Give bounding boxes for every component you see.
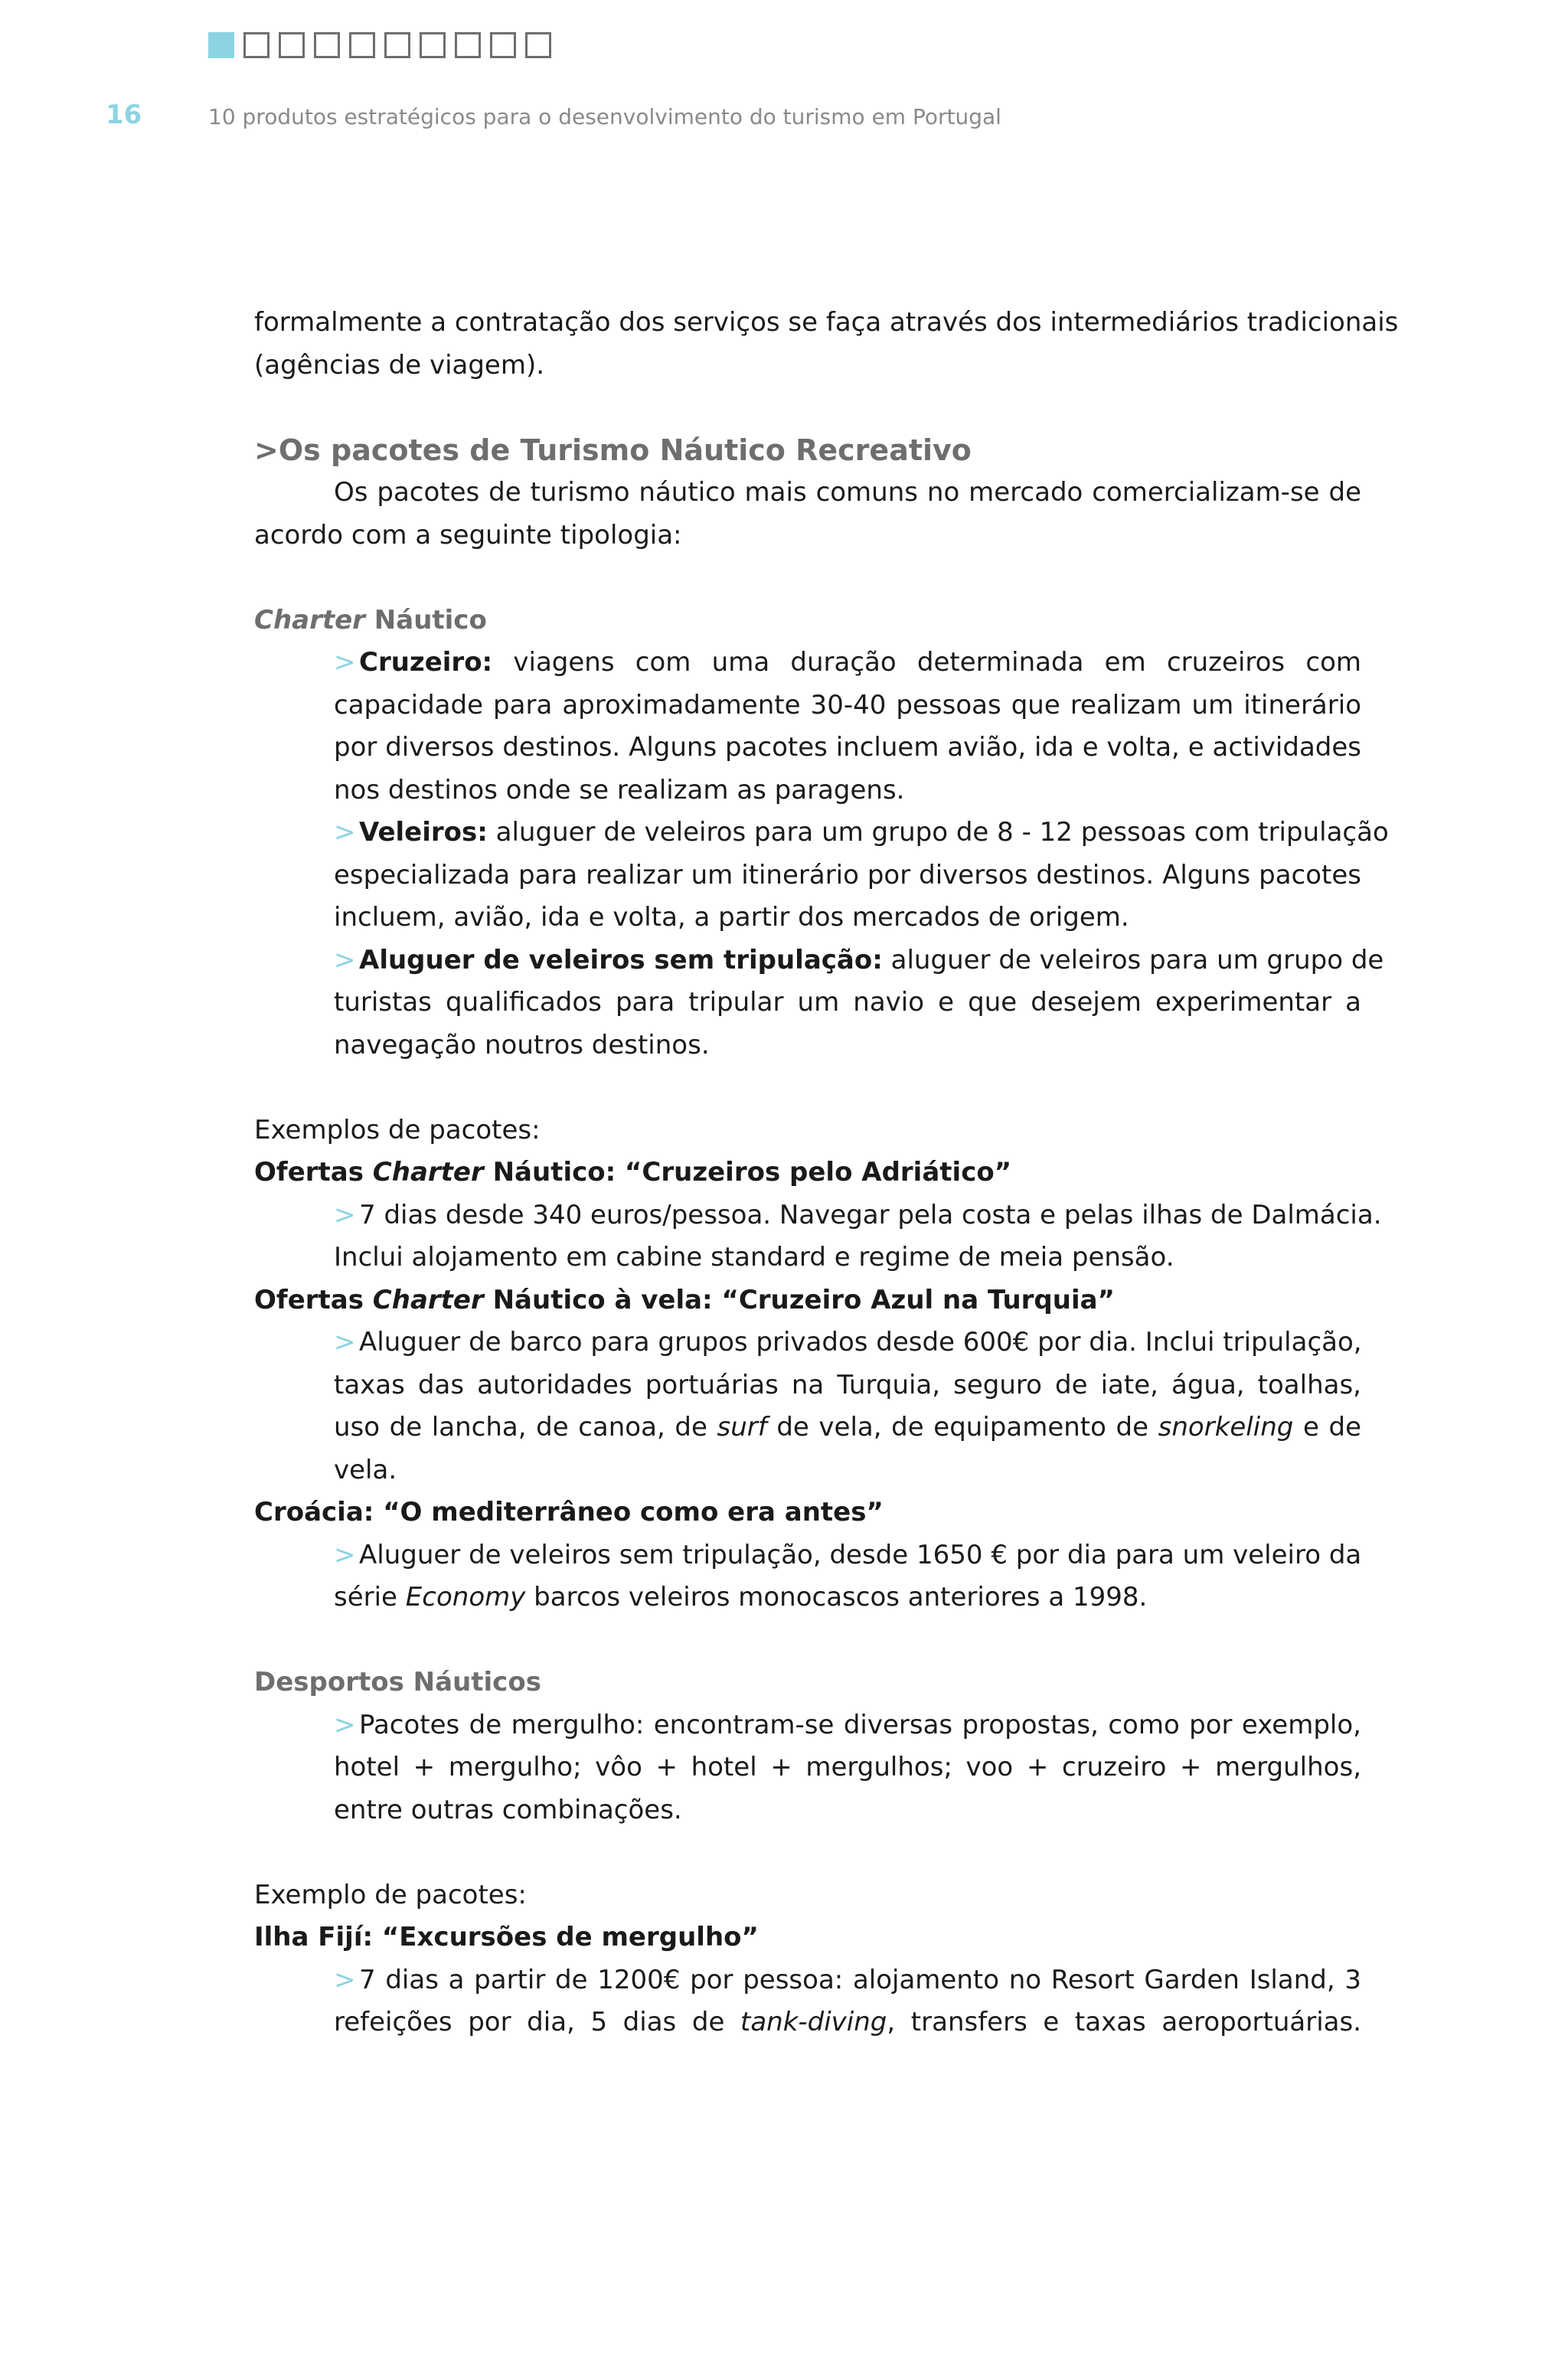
arrow-bullet-icon: > [334, 1539, 356, 1570]
arrow-bullet-icon: > [334, 1199, 356, 1230]
list-item: > Pacotes de mergulho: encontram-se diversas propostas, como por exemplo, hotel + mergulho; vôo + hotel + mergulhos; voo + cruzeiro + mergulhos, entre outras combinações. [254, 1704, 1361, 1832]
offer-title: Ofertas Charter Náutico: “Cruzeiros pelo Adriático” [254, 1157, 1012, 1188]
progress-square [420, 32, 446, 58]
subheading-charter: Charter Náutico [254, 604, 487, 635]
progress-square [314, 32, 340, 58]
section-title: >Os pacotes de Turismo Náutico Recreativo [254, 433, 972, 467]
subheading-desportos: Desportos Náuticos [254, 1667, 541, 1697]
body-text: (agências de viagem). [254, 349, 545, 381]
arrow-bullet-icon: > [334, 817, 356, 848]
progress-square [490, 32, 516, 58]
arrow-bullet-icon: > [334, 647, 356, 678]
progress-square [208, 32, 234, 58]
list-item-line: uso de lancha, de canoa, de surf de vela, de equipamento de snorkeling e de [334, 1412, 1361, 1442]
list-item-line: série Economy barcos veleiros monocascos anteriores a 1998. [334, 1582, 1148, 1612]
progress-square [525, 32, 551, 58]
offer-title: Ilha Fijí: “Excursões de mergulho” [254, 1922, 759, 1952]
progress-square [349, 32, 375, 58]
list-item-line: > 7 dias desde 340 euros/pessoa. Navegar pela costa e pelas ilhas de Dalmácia. [359, 1194, 1361, 1237]
examples-label: Exemplos de pacotes: [254, 1114, 541, 1145]
list-item: > Veleiros: aluguer de veleiros para um grupo de 8 - 12 pessoas com tripulação especializada para realizar um itinerário por diversos destinos. Alguns pacotes incluem, avião, ida e volta, a partir dos mercados de origem. [254, 812, 1361, 939]
body-text: acordo com a seguinte tipologia: [254, 519, 682, 551]
page-body [254, 302, 1399, 2044]
list-item [254, 1534, 1361, 1619]
list-item-line: > Pacotes de mergulho: encontram-se diversas propostas, como por exemplo, [359, 1704, 1361, 1747]
list-item-line: > Aluguer de barco para grupos privados desde 600€ por dia. Inclui tripulação, [359, 1322, 1361, 1364]
arrow-bullet-icon: > [334, 1709, 356, 1740]
list-item-line: > Aluguer de veleiros sem tripulação: aluguer de veleiros para um grupo de [359, 939, 1361, 982]
list-item: > 7 dias desde 340 euros/pessoa. Navegar pela costa e pelas ilhas de Dalmácia. Inclui alojamento em cabine standard e regime de meia pensão. [254, 1194, 1361, 1279]
progress-square [279, 32, 305, 58]
offer-title: Croácia: “O mediterrâneo como era antes” [254, 1497, 884, 1527]
progress-square [243, 32, 270, 58]
list-item: > Aluguer de barco para grupos privados desde 600€ por dia. Inclui tripulação, taxas das autoridades portuárias na Turquia, seguro de iate, água, toalhas, uso de lancha, de canoa, de surf de vela, de equipamento de snorkeling e de vela. [254, 1322, 1361, 1491]
arrow-bullet-icon: > [334, 1964, 356, 1995]
list-item-line: refeições por dia, 5 dias de tank-diving, transfers e taxas aeroportuárias. [334, 2007, 1361, 2037]
body-text: formalmente a contratação dos serviços se faça através dos intermediários tradicionais [254, 307, 1399, 338]
example-label: Exemplo de pacotes: [254, 1879, 527, 1910]
list-item-line: > Cruzeiro: viagens com uma duração determinada em cruzeiros com [359, 642, 1361, 684]
list-item: > Aluguer de veleiros sem tripulação: aluguer de veleiros para um grupo de turistas qualificados para tripular um navio e que desejem experimentar a navegação noutros destinos. [254, 939, 1361, 1067]
list-item [254, 1959, 1361, 2044]
progress-square [384, 32, 410, 58]
running-header: 10 produtos estratégicos para o desenvolvimento do turismo em Portugal [208, 104, 1001, 129]
list-item-line: > Veleiros: aluguer de veleiros para um grupo de 8 - 12 pessoas com tripulação [359, 812, 1361, 854]
list-item-line: > 7 dias a partir de 1200€ por pessoa: alojamento no Resort Garden Island, 3 [359, 1959, 1361, 2002]
offer-title: Ofertas Charter Náutico à vela: “Cruzeiro Azul na Turquia” [254, 1284, 1115, 1315]
page-number: 16 [106, 100, 142, 130]
progress-square [455, 32, 481, 58]
arrow-bullet-icon: > [334, 1327, 356, 1358]
list-item: > Cruzeiro: viagens com uma duração determinada em cruzeiros com capacidade para aproximadamente 30-40 pessoas que realizam um itinerário por diversos destinos. Alguns pacotes incluem avião, ida e volta, e actividades nos destinos onde se realizam as paragens. [254, 642, 1361, 812]
chapter-progress [208, 32, 551, 58]
body-text: Os pacotes de turismo náutico mais comuns no mercado comercializam-se de [334, 477, 1361, 508]
arrow-bullet-icon: > [334, 944, 356, 975]
list-item-line: > Aluguer de veleiros sem tripulação, desde 1650 € por dia para um veleiro da [359, 1534, 1361, 1577]
